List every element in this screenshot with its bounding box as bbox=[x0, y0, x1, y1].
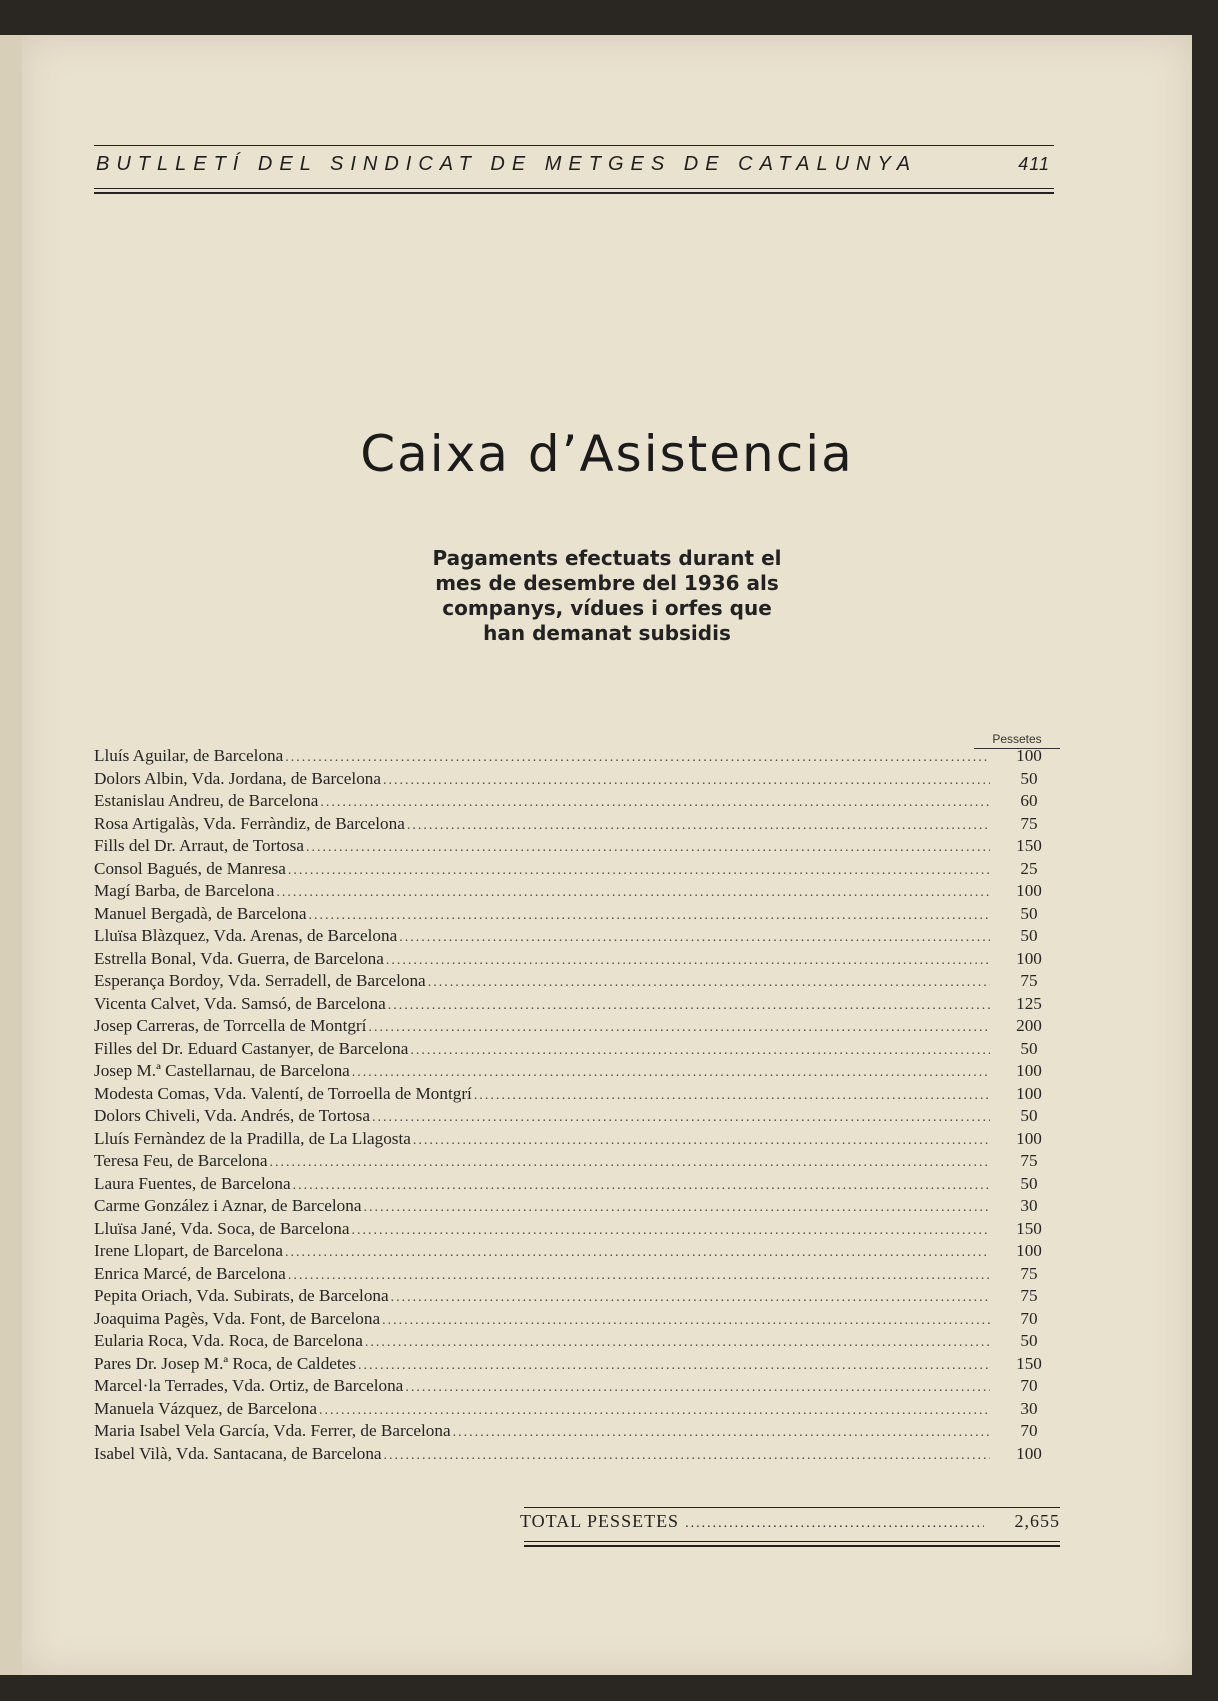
list-item bbox=[94, 993, 1060, 1016]
payment-amount: 125 bbox=[1016, 993, 1042, 1013]
header-top-rules bbox=[94, 145, 1054, 146]
recipient-name: Vicenta Calvet, Vda. Samsó, de Barcelona bbox=[94, 993, 386, 1013]
recipient-name: Lluís Fernàndez de la Pradilla, de La Llagosta bbox=[94, 1128, 411, 1148]
subtitle-line: mes de desembre del 1936 als bbox=[435, 571, 779, 595]
leader-dots bbox=[383, 770, 990, 793]
list-item bbox=[94, 1083, 1060, 1106]
recipient-name: Modesta Comas, Vda. Valentí, de Torroella de Montgrí bbox=[94, 1083, 472, 1103]
list-item bbox=[94, 903, 1060, 926]
payment-amount: 70 bbox=[1020, 1376, 1038, 1395]
page-number: 411 bbox=[1018, 154, 1050, 174]
leader-dots bbox=[276, 882, 990, 905]
list-item bbox=[94, 813, 1060, 836]
list-item bbox=[94, 1353, 1060, 1376]
leader-dots bbox=[405, 1377, 990, 1400]
payment-amount: 150 bbox=[1016, 1353, 1042, 1373]
leader-dots bbox=[428, 972, 990, 995]
payment-amount: 50 bbox=[1020, 926, 1038, 945]
leader-dots bbox=[368, 1017, 990, 1040]
recipient-name: Marcel·la Terrades, Vda. Ortiz, de Barcelona bbox=[94, 1376, 404, 1395]
subtitle-line: Pagaments efectuats durant el bbox=[432, 546, 782, 570]
list-item bbox=[94, 1443, 1060, 1466]
list-item bbox=[94, 1015, 1060, 1038]
total-bottom-rules bbox=[524, 1541, 1060, 1547]
recipient-name: Lluïsa Jané, Vda. Soca, de Barcelona bbox=[94, 1218, 350, 1238]
column-header-pessetes: Pessetes bbox=[974, 732, 1060, 749]
recipient-name: Teresa Feu, de Barcelona bbox=[94, 1151, 268, 1170]
payment-amount: 50 bbox=[1020, 1331, 1038, 1350]
recipient-name: Maria Isabel Vela García, Vda. Ferrer, de Barcelona bbox=[94, 1421, 451, 1440]
list-item bbox=[94, 745, 1060, 768]
leader-dots bbox=[293, 1175, 990, 1198]
recipient-name: Fills del Dr. Arraut, de Tortosa bbox=[94, 836, 304, 855]
list-item bbox=[94, 835, 1060, 858]
payment-amount: 70 bbox=[1020, 1421, 1038, 1440]
list-item bbox=[94, 1218, 1060, 1241]
document-page bbox=[22, 35, 1192, 1675]
leader-dots bbox=[399, 927, 990, 950]
header-text-line bbox=[94, 149, 1054, 182]
payment-amount: 100 bbox=[1016, 1083, 1042, 1103]
recipient-name: Estanislau Andreu, de Barcelona bbox=[94, 791, 319, 810]
recipient-name: Estrella Bonal, Vda. Guerra, de Barcelona bbox=[94, 948, 384, 968]
list-item bbox=[94, 1263, 1060, 1286]
leader-dots bbox=[453, 1422, 990, 1445]
recipient-name: Magí Barba, de Barcelona bbox=[94, 881, 275, 900]
payment-amount: 50 bbox=[1020, 1106, 1038, 1125]
total-top-rule bbox=[524, 1507, 1060, 1508]
payment-amount: 100 bbox=[1016, 948, 1042, 968]
running-header bbox=[94, 145, 1054, 194]
payment-amount: 100 bbox=[1016, 1241, 1042, 1260]
recipient-name: Esperança Bordoy, Vda. Serradell, de Barcelona bbox=[94, 971, 426, 990]
payment-amount: 100 bbox=[1016, 1128, 1042, 1148]
payment-amount: 50 bbox=[1020, 1173, 1038, 1193]
list-item bbox=[94, 925, 1060, 948]
list-item bbox=[94, 790, 1060, 813]
recipient-name: Eularia Roca, Vda. Roca, de Barcelona bbox=[94, 1331, 363, 1350]
list-item bbox=[94, 948, 1060, 971]
list-item bbox=[94, 1330, 1060, 1353]
payment-list bbox=[94, 732, 1060, 1465]
recipient-name: Rosa Artigalàs, Vda. Ferràndiz, de Barcelona bbox=[94, 813, 405, 833]
list-item bbox=[94, 880, 1060, 903]
recipient-name: Josep Carreras, de Torrcella de Montgrí bbox=[94, 1016, 367, 1035]
total-row bbox=[520, 1511, 1060, 1532]
leader-dots bbox=[384, 1445, 990, 1468]
leader-dots bbox=[365, 1332, 990, 1355]
payment-amount: 30 bbox=[1020, 1196, 1038, 1215]
leader-dots bbox=[352, 1220, 991, 1243]
leader-dots bbox=[306, 837, 990, 860]
leader-dots bbox=[364, 1197, 991, 1220]
list-item bbox=[94, 1240, 1060, 1263]
payment-amount: 75 bbox=[1020, 1151, 1038, 1170]
left-page-edge bbox=[0, 35, 24, 1675]
payment-amount: 200 bbox=[1016, 1016, 1042, 1035]
leader-dots bbox=[386, 950, 990, 973]
recipient-name: Pares Dr. Josep M.ª Roca, de Caldetes bbox=[94, 1353, 357, 1373]
list-item bbox=[94, 858, 1060, 881]
total-label: TOTAL PESSETES bbox=[520, 1511, 680, 1531]
leader-dots bbox=[288, 860, 990, 883]
payment-amount: 25 bbox=[1020, 858, 1038, 878]
recipient-name: Filles del Dr. Eduard Castanyer, de Barcelona bbox=[94, 1038, 409, 1058]
payment-amount: 50 bbox=[1020, 768, 1038, 788]
list-item bbox=[94, 1173, 1060, 1196]
payment-amount: 100 bbox=[1016, 1061, 1042, 1080]
leader-dots bbox=[285, 1242, 990, 1265]
leader-dots bbox=[320, 792, 990, 815]
payment-amount: 75 bbox=[1020, 1263, 1038, 1283]
leader-dots bbox=[382, 1310, 990, 1333]
total-value: 2,655 bbox=[1014, 1511, 1060, 1531]
leader-dots bbox=[407, 815, 990, 838]
leader-dots bbox=[309, 905, 990, 928]
payment-amount: 30 bbox=[1020, 1398, 1038, 1418]
recipient-name: Lluís Aguilar, de Barcelona bbox=[94, 746, 284, 765]
recipient-name: Manuela Vázquez, de Barcelona bbox=[94, 1398, 318, 1418]
leader-dots bbox=[288, 1265, 990, 1288]
recipient-name: Joaquima Pagès, Vda. Font, de Barcelona bbox=[94, 1308, 381, 1328]
list-item bbox=[94, 1398, 1060, 1421]
recipient-name: Dolors Albin, Vda. Jordana, de Barcelona bbox=[94, 768, 382, 788]
payment-amount: 100 bbox=[1016, 1443, 1042, 1463]
leader-dots bbox=[319, 1400, 990, 1423]
recipient-name: Irene Llopart, de Barcelona bbox=[94, 1241, 283, 1260]
payment-amount: 150 bbox=[1016, 836, 1042, 855]
payment-amount: 100 bbox=[1016, 746, 1042, 765]
leader-dots bbox=[388, 995, 990, 1018]
recipient-name: Pepita Oriach, Vda. Subirats, de Barcelona bbox=[94, 1286, 389, 1305]
list-item bbox=[94, 1375, 1060, 1398]
leader-dots bbox=[372, 1107, 990, 1130]
recipient-name: Isabel Vilà, Vda. Santacana, de Barcelona bbox=[94, 1443, 382, 1463]
recipient-name: Josep M.ª Castellarnau, de Barcelona bbox=[94, 1061, 350, 1080]
list-item bbox=[94, 1420, 1060, 1443]
leader-dots bbox=[285, 747, 990, 770]
leader-dots bbox=[352, 1062, 990, 1085]
list-item bbox=[94, 1060, 1060, 1083]
header-bottom-rules bbox=[94, 188, 1054, 194]
article-subtitle bbox=[22, 546, 1192, 646]
article-title: Caixa d’Asistencia bbox=[360, 425, 854, 483]
subtitle-line: han demanat subsidis bbox=[483, 621, 731, 645]
leader-dots bbox=[685, 1516, 984, 1532]
recipient-name: Lluïsa Blàzquez, Vda. Arenas, de Barcelona bbox=[94, 926, 398, 945]
recipient-name: Carme González i Aznar, de Barcelona bbox=[94, 1196, 362, 1215]
list-item bbox=[94, 1308, 1060, 1331]
payment-amount: 75 bbox=[1020, 971, 1038, 990]
recipient-name: Manuel Bergadà, de Barcelona bbox=[94, 903, 307, 923]
payment-amount: 75 bbox=[1020, 1286, 1038, 1305]
payment-amount: 150 bbox=[1016, 1218, 1042, 1238]
list-item bbox=[94, 1150, 1060, 1173]
leader-dots bbox=[391, 1287, 990, 1310]
recipient-name: Laura Fuentes, de Barcelona bbox=[94, 1173, 291, 1193]
leader-dots bbox=[269, 1152, 990, 1175]
leader-dots bbox=[413, 1130, 990, 1153]
leader-dots bbox=[358, 1355, 990, 1378]
list-item bbox=[94, 1128, 1060, 1151]
list-item bbox=[94, 1285, 1060, 1308]
list-item bbox=[94, 970, 1060, 993]
recipient-name: Consol Bagués, de Manresa bbox=[94, 858, 286, 878]
payment-amount: 100 bbox=[1016, 881, 1042, 900]
payment-amount: 70 bbox=[1020, 1308, 1038, 1328]
journal-title: BUTLLETÍ DEL SINDICAT DE METGES DE CATALUNYA bbox=[96, 153, 918, 175]
list-item bbox=[94, 1195, 1060, 1218]
payment-amount: 50 bbox=[1020, 1038, 1038, 1058]
list-item bbox=[94, 1038, 1060, 1061]
payment-amount: 75 bbox=[1020, 813, 1038, 833]
leader-dots bbox=[410, 1040, 990, 1063]
list-item bbox=[94, 768, 1060, 791]
payment-amount: 50 bbox=[1020, 903, 1038, 923]
payment-amount: 60 bbox=[1020, 791, 1038, 810]
subtitle-line: companys, vídues i orfes que bbox=[442, 596, 772, 620]
leader-dots bbox=[474, 1085, 990, 1108]
recipient-name: Enrica Marcé, de Barcelona bbox=[94, 1263, 286, 1283]
list-item bbox=[94, 1105, 1060, 1128]
recipient-name: Dolors Chiveli, Vda. Andrés, de Tortosa bbox=[94, 1106, 370, 1125]
